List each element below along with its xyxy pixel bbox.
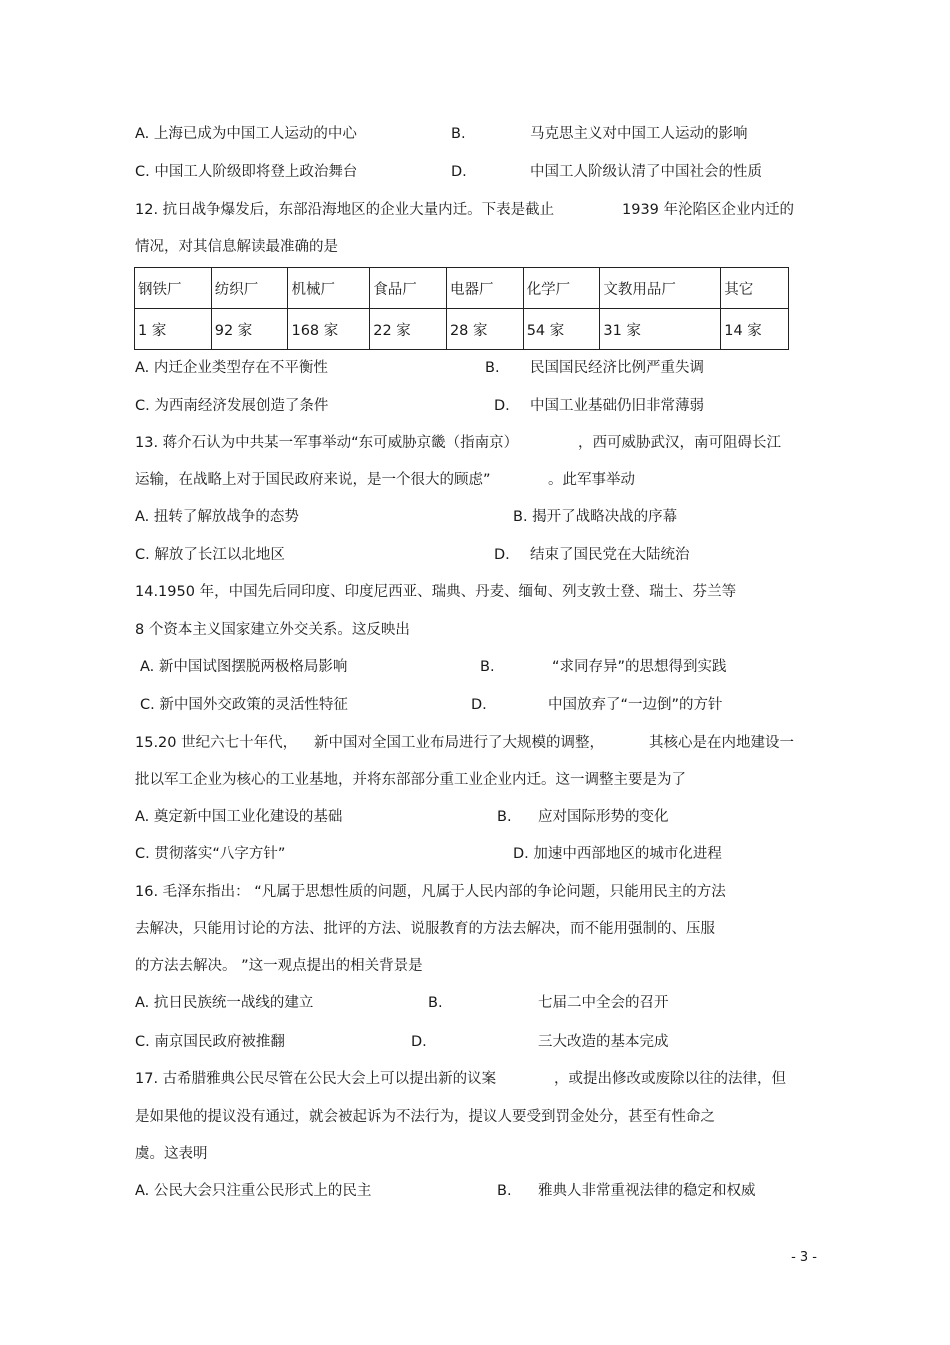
q12-option-b-letter: B.	[485, 360, 500, 376]
table-cell: 92 家	[211, 309, 288, 350]
table-cell: 14 家	[721, 309, 789, 350]
q14-stem-line2: 8 个资本主义国家建立外交关系。这反映出	[135, 622, 410, 638]
q12-option-c: C. 为西南经济发展创造了条件	[135, 398, 329, 414]
q17-stem-line2: 是如果他的提议没有通过，就会被起诉为不法行为，提议人要受到罚金处分，甚至有性命之	[135, 1109, 715, 1125]
q14-option-c: C. 新中国外交政策的灵活性特征	[140, 697, 348, 713]
q11-option-d: 中国工人阶级认清了中国社会的性质	[530, 164, 762, 180]
q16-option-b: 七届二中全会的召开	[538, 995, 669, 1011]
table-row	[135, 309, 789, 350]
q11-option-c: C. 中国工人阶级即将登上政治舞台	[135, 164, 358, 180]
q13-option-a: A. 扭转了解放战争的态势	[135, 509, 299, 525]
q17-stem-line3: 虞。这表明	[135, 1146, 208, 1162]
table-header-cell: 其它	[721, 268, 789, 309]
table-header-cell: 钢铁厂	[135, 268, 212, 309]
q16-option-b-letter: B.	[428, 995, 443, 1011]
q16-stem-line2: 去解决，只能用讨论的方法、批评的方法、说服教育的方法去解决，而不能用强制的、压服	[135, 921, 715, 937]
q13-option-b: B. 揭开了战略决战的序幕	[513, 509, 678, 525]
q14-option-b-letter: B.	[480, 659, 495, 675]
q12-enterprise-table	[134, 267, 789, 350]
q14-option-d: 中国放弃了“一边倒”的方针	[548, 697, 723, 713]
q17-option-a: A. 公民大会只注重公民形式上的民主	[135, 1183, 372, 1199]
q12-stem-line2: 情况，对其信息解读最准确的是	[135, 239, 338, 255]
q15-stem-line2: 批以军工企业为核心的工业基地，并将东部部分重工业企业内迁。这一调整主要是为了	[135, 772, 686, 788]
table-header-cell: 食品厂	[370, 268, 447, 309]
table-header-cell: 电器厂	[446, 268, 523, 309]
q15-stem-line1a: 15.20 世纪六七十年代，	[135, 735, 298, 751]
q16-option-d: 三大改造的基本完成	[538, 1034, 669, 1050]
q17-stem-line1b: ，或提出修改或废除以往的法律，但	[554, 1071, 786, 1087]
q16-stem-line1: 16. 毛泽东指出： “凡属于思想性质的问题，凡属于人民内部的争论问题，只能用民主的方法	[135, 884, 726, 900]
table-header-cell: 化学厂	[523, 268, 600, 309]
q15-option-b: 应对国际形势的变化	[538, 809, 669, 825]
q13-stem-line2a: 运输，在战略上对于国民政府来说，是一个很大的顾虑”	[135, 472, 491, 488]
q17-stem-line1a: 17. 古希腊雅典公民尽管在公民大会上可以提出新的议案	[135, 1071, 497, 1087]
q12-option-a: A. 内迁企业类型存在不平衡性	[135, 360, 328, 376]
q11-option-d-letter: D.	[451, 164, 467, 180]
table-cell: 1 家	[135, 309, 212, 350]
q12-option-b: 民国国民经济比例严重失调	[530, 360, 704, 376]
q13-stem-line1a: 13. 蒋介石认为中共某一军事举动“东可威胁京畿（指南京）	[135, 435, 519, 451]
q11-option-a: A. 上海已成为中国工人运动的中心	[135, 126, 357, 142]
q15-stem-line1c: 其核心是在内地建设一	[649, 735, 794, 751]
q14-stem-line1: 14.1950 年，中国先后同印度、印度尼西亚、瑞典、丹麦、缅甸、列支敦士登、瑞士、芬兰等	[135, 584, 737, 600]
q14-option-b: “求同存异”的思想得到实践	[552, 659, 727, 675]
page-number: - 3 -	[791, 1250, 817, 1265]
q17-option-b-letter: B.	[497, 1183, 512, 1199]
q13-option-d-letter: D.	[494, 547, 510, 563]
q13-stem-line2b: 。此军事举动	[548, 472, 635, 488]
q15-option-a: A. 奠定新中国工业化建设的基础	[135, 809, 343, 825]
table-cell: 54 家	[523, 309, 600, 350]
q11-option-b-letter: B.	[451, 126, 466, 142]
table-cell: 168 家	[288, 309, 370, 350]
q14-option-a: A. 新中国试图摆脱两极格局影响	[140, 659, 348, 675]
q12-option-d: 中国工业基础仍旧非常薄弱	[530, 398, 704, 414]
table-header-cell: 文教用品厂	[600, 268, 721, 309]
q14-option-d-letter: D.	[471, 697, 487, 713]
q15-option-d: D. 加速中西部地区的城市化进程	[513, 846, 722, 862]
q17-option-b: 雅典人非常重视法律的稳定和权威	[538, 1183, 756, 1199]
q13-stem-line1b: ，西可威胁武汉，南可阻碍长江	[578, 435, 781, 451]
q13-option-c: C. 解放了长江以北地区	[135, 547, 285, 563]
q11-option-b: 马克思主义对中国工人运动的影响	[530, 126, 748, 142]
q13-option-d: 结束了国民党在大陆统治	[530, 547, 690, 563]
q16-stem-line3: 的方法去解决。 ”这一观点提出的相关背景是	[135, 958, 423, 974]
table-cell: 28 家	[446, 309, 523, 350]
q15-stem-line1b: 新中国对全国工业布局进行了大规模的调整，	[314, 735, 604, 751]
table-header-cell: 纺织厂	[211, 268, 288, 309]
q12-option-d-letter: D.	[494, 398, 510, 414]
q16-option-c: C. 南京国民政府被推翻	[135, 1034, 285, 1050]
q12-stem-line1a: 12. 抗日战争爆发后，东部沿海地区的企业大量内迁。下表是截止	[135, 202, 555, 218]
q16-option-d-letter: D.	[411, 1034, 427, 1050]
q12-stem-line1b: 1939 年沦陷区企业内迁的	[622, 202, 795, 218]
q15-option-b-letter: B.	[497, 809, 512, 825]
table-header-row	[135, 268, 789, 309]
table-header-cell: 机械厂	[288, 268, 370, 309]
q15-option-c: C. 贯彻落实“八字方针”	[135, 846, 286, 862]
table-cell: 31 家	[600, 309, 721, 350]
q16-option-a: A. 抗日民族统一战线的建立	[135, 995, 314, 1011]
table-cell: 22 家	[370, 309, 447, 350]
